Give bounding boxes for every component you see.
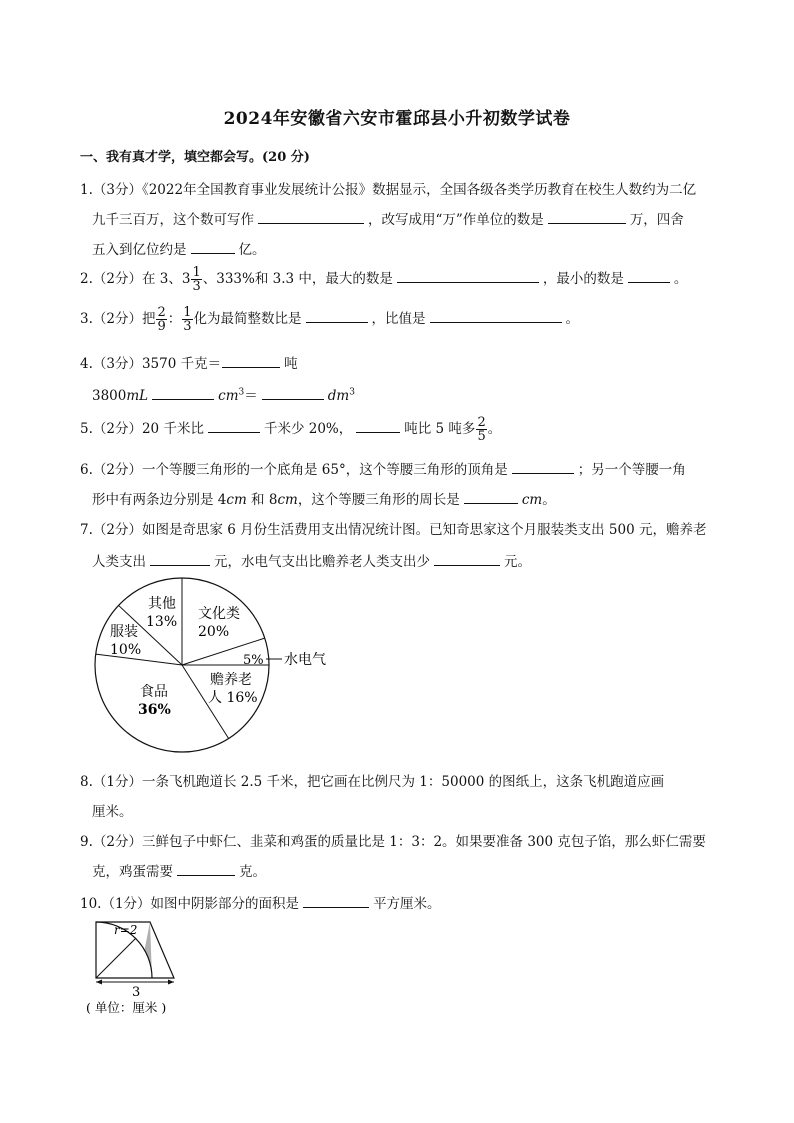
q1-text-e: 亿。 <box>238 242 266 258</box>
q6-unit-1: cm <box>226 492 247 508</box>
q5-text-c: 吨比 5 吨多 <box>404 421 476 437</box>
q1-blank-3[interactable] <box>191 239 235 254</box>
q4-sup-1: 3 <box>238 387 245 398</box>
q2-line <box>80 266 687 293</box>
q7-text-a: 人类支出 <box>92 554 146 570</box>
q4-blank-3[interactable] <box>262 385 324 400</box>
q6-text-e: ，这个等腰三角形的周长是 <box>297 492 460 508</box>
q3-fraction-1 <box>156 306 166 333</box>
q4-unit-dm: dm <box>327 388 350 404</box>
q9-text-a: 克，鸡蛋需要 <box>92 864 173 880</box>
q8-line1: 8.（1分）一条飞机跑道长 2.5 千米，把它画在比例尺为 1：50000 的图纸上，这条飞机跑道应画 <box>80 774 665 790</box>
q7-line2 <box>92 550 531 570</box>
q5-text-b: 千米少 20%， <box>263 421 353 437</box>
q6-text-f: 。 <box>542 492 556 508</box>
q4-equals: ＝ <box>244 388 258 404</box>
pct-shuidian: 5% <box>243 653 264 668</box>
q9-line2 <box>92 860 266 880</box>
q10-text-b: 平方厘米。 <box>373 896 441 912</box>
section-heading: 一、我有真才学，填空都会写。(20 分) <box>80 150 310 165</box>
q2-text-d: 。 <box>673 271 688 287</box>
q5-frac-num: 2 <box>477 415 486 430</box>
q1-line3 <box>92 238 266 258</box>
q2-text-b: 、333%和 3.3 中，最大的数是 <box>202 271 393 287</box>
q3-fraction-2 <box>182 306 192 333</box>
pct-qita: 13% <box>146 614 178 630</box>
q4-unit-cm: cm <box>218 388 239 404</box>
q9-blank-1[interactable] <box>177 861 235 876</box>
q2-blank-2[interactable] <box>628 268 670 283</box>
q4-blank-1[interactable] <box>222 353 280 368</box>
q6-blank-2[interactable] <box>464 489 518 504</box>
q4-blank-2[interactable] <box>152 385 214 400</box>
q6-unit-2: cm <box>277 492 298 508</box>
q6-blank-1[interactable] <box>512 459 574 474</box>
q7-blank-2[interactable] <box>434 551 500 566</box>
q5-blank-1[interactable] <box>208 418 260 433</box>
q7-blank-1[interactable] <box>150 551 210 566</box>
q4-text-b: 吨 <box>284 356 298 372</box>
q8-line2: 厘米。 <box>92 804 133 820</box>
q1-text-c: 万，四舍 <box>629 212 684 228</box>
q6-text-c: 形中有两条边分别是 4 <box>92 492 227 508</box>
q3-text-a: 3.（2分）把 <box>80 311 156 327</box>
q3-line <box>80 306 579 333</box>
q3-frac2-num: 1 <box>183 305 192 320</box>
q2-frac-den: 3 <box>192 279 201 294</box>
q9-text-b: 克。 <box>239 864 266 880</box>
q1-blank-1[interactable] <box>258 209 364 224</box>
label-fuzhuang: 服装 <box>110 624 138 640</box>
label-qita: 其他 <box>148 596 176 612</box>
q1-text-a: 九千三百万，这个数可写作 <box>92 212 254 228</box>
q5-blank-2[interactable] <box>356 418 400 433</box>
q3-text-d: 。 <box>565 311 580 327</box>
q4-text-a: 4.（3分）3570 千克＝ <box>80 356 222 372</box>
width-label: 3 <box>132 985 141 1000</box>
q6-text-d: 和 8 <box>246 492 278 508</box>
q5-frac-den: 5 <box>477 429 486 444</box>
q3-text-c: ，比值是 <box>371 311 426 327</box>
q3-frac1-num: 2 <box>157 305 166 320</box>
q6-line2 <box>92 488 556 508</box>
q7-text-b: 元，水电气支出比赡养老人类支出少 <box>214 554 430 570</box>
q4-sup-2: 3 <box>349 387 355 398</box>
pct-shipin: 36% <box>138 702 171 718</box>
q3-blank-1[interactable] <box>306 308 368 323</box>
q1-blank-2[interactable] <box>548 209 626 224</box>
label-shuidian: 水电气 <box>284 652 326 668</box>
q1-text-b: ，改写成用“万”作单位的数是 <box>368 212 544 228</box>
arrow-right-icon <box>168 980 174 985</box>
q10-line <box>80 892 441 912</box>
q4-text-c: 3800 <box>92 388 127 404</box>
q9-line1: 9.（2分）三鲜包子中虾仁、韭菜和鸡蛋的质量比是 1：3：2。如果要准备 300 克包子馅，那么虾仁需要 <box>80 834 706 850</box>
q7-line1: 7.（2分）如图是奇思家 6 月份生活费用支出情况统计图。已知奇思家这个月服装类支出 500 元，赡养老 <box>80 522 707 538</box>
q1-line1: 1.（3分）《2022年全国教育事业发展统计公报》数据显示，全国各级各类学历教育在校生人数约为二亿 <box>80 182 697 198</box>
q10-text-a: 10.（1分）如图中阴影部分的面积是 <box>80 896 300 912</box>
q7-text-c: 元。 <box>504 554 531 570</box>
q3-frac2-den: 3 <box>183 319 192 334</box>
q4-unit-ml: mL <box>126 388 149 404</box>
radius-line <box>96 938 136 978</box>
radius-label: r=2 <box>114 923 138 937</box>
pct-fuzhuang: 10% <box>110 642 142 658</box>
label-shanyang-2: 人 16% <box>208 690 258 706</box>
q4-line1 <box>80 352 298 372</box>
q5-text-d: 。 <box>487 421 502 437</box>
q6-text-b: ；另一个等腰一角 <box>577 462 686 478</box>
q1-line2 <box>92 208 684 228</box>
q2-text-c: ，最小的数是 <box>542 271 624 287</box>
q3-blank-2[interactable] <box>430 308 562 323</box>
q3-colon: ： <box>167 311 182 327</box>
unit-note: ( 单位：厘米 ) <box>86 1000 167 1015</box>
label-shanyang-1: 赡养老 <box>210 672 252 688</box>
q2-frac-num: 1 <box>192 265 201 280</box>
q3-text-b: 化为最简整数比是 <box>193 311 302 327</box>
arrow-left-icon <box>96 980 102 985</box>
q2-fraction <box>191 266 201 293</box>
pie-chart <box>90 576 350 766</box>
q2-text-a: 2.（2分）在 3、3 <box>80 271 191 287</box>
q6-text-a: 6.（2分）一个等腰三角形的一个底角是 65°，这个等腰三角形的顶角是 <box>80 462 508 478</box>
q1-text-d: 五入到亿位约是 <box>92 242 187 258</box>
pct-wenhua: 20% <box>198 624 230 640</box>
q4-line2 <box>92 384 355 404</box>
label-wenhua: 文化类 <box>198 606 240 622</box>
q6-line1 <box>80 458 686 478</box>
exam-title: 2024年安徽省六安市霍邱县小升初数学试卷 <box>223 109 571 129</box>
q10-blank-1[interactable] <box>303 893 369 908</box>
q3-frac1-den: 9 <box>157 319 166 334</box>
shaded-area-figure <box>86 916 196 1022</box>
label-shipin: 食品 <box>140 684 168 700</box>
q5-fraction <box>476 416 486 443</box>
q5-line <box>80 416 501 443</box>
q6-unit-3: cm <box>521 492 543 508</box>
q5-text-a: 5.（2分）20 千米比 <box>80 421 204 437</box>
q2-blank-1[interactable] <box>397 268 539 283</box>
